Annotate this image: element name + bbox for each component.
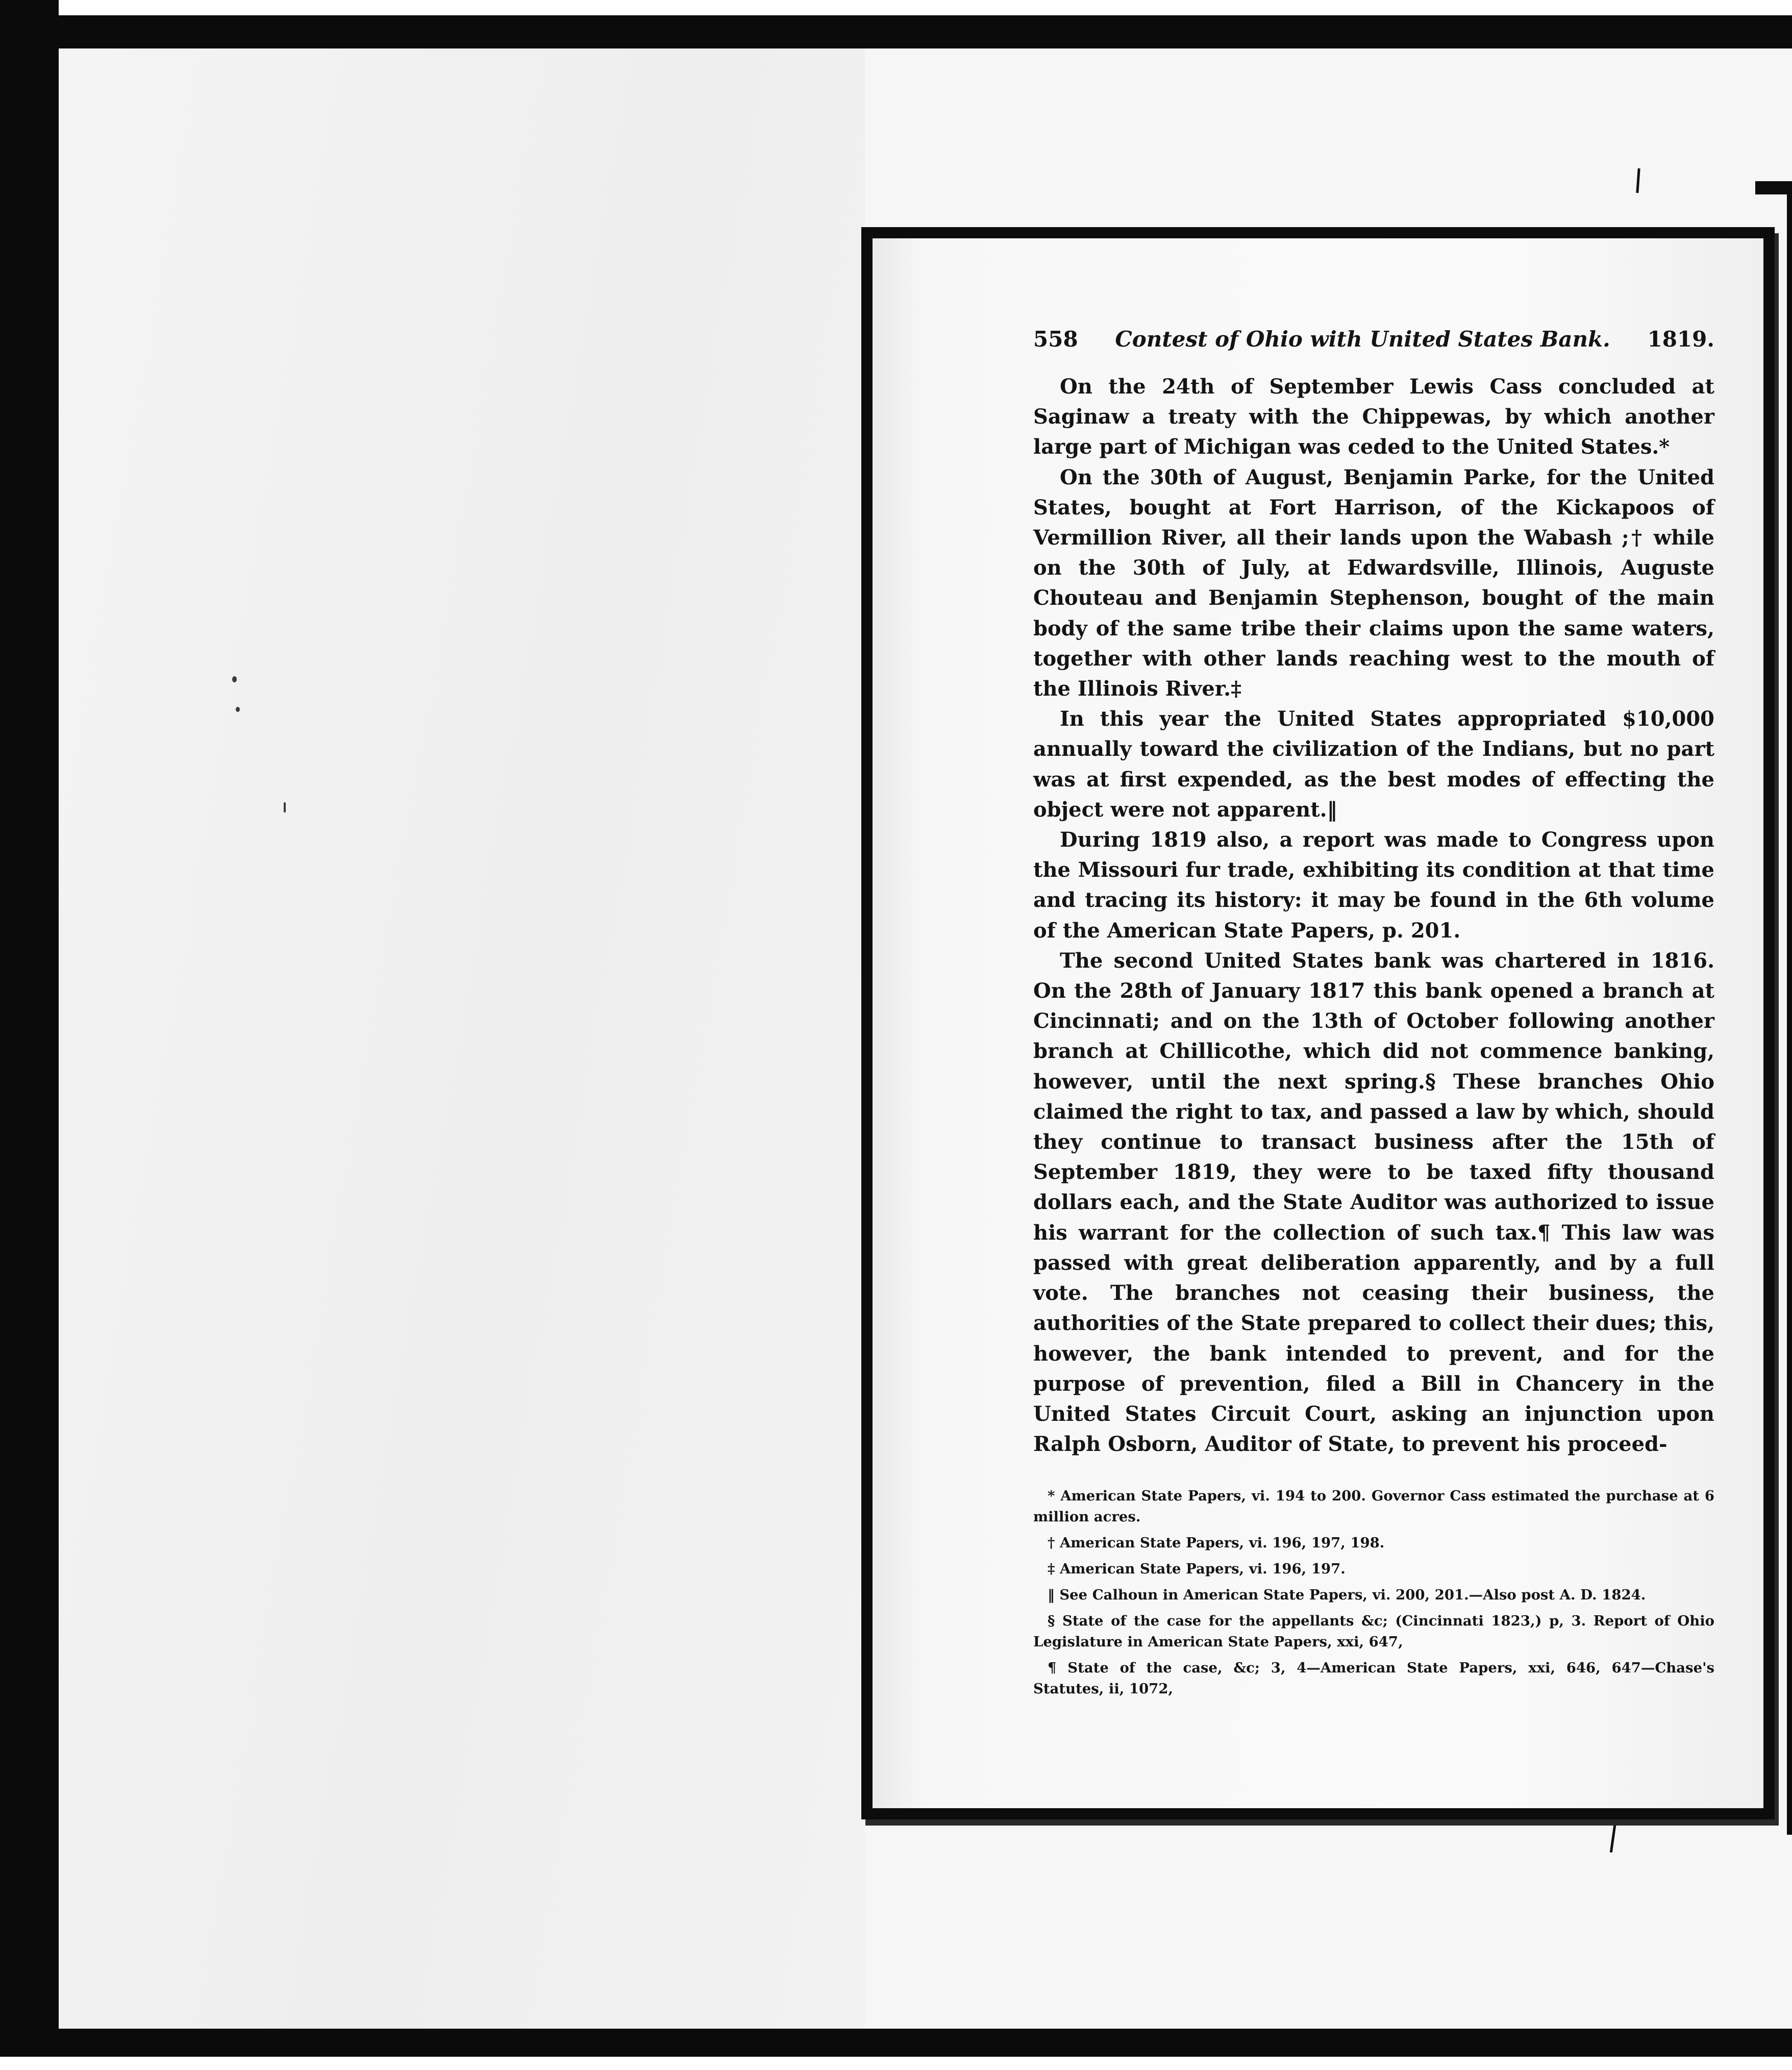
paragraph-cass-treaty: On the 24th of September Lewis Cass concluded at Saginaw a treaty with the Chippewas, by which another large part of Michigan was ceded to the United States.*	[1033, 375, 1714, 459]
blank-left-page	[59, 48, 865, 2029]
paragraph-fur-trade-report: During 1819 also, a report was made to Congress upon the Missouri fur trade, exhibiting its condition at that time and tracing its history: it may be found in the 6th volume of the American State Papers, p. 201.	[1033, 828, 1714, 943]
running-head	[1033, 327, 1714, 357]
scan-edge-bottom	[0, 2057, 1792, 2070]
running-title: Contest of Ohio with United States Bank.	[1115, 327, 1610, 352]
running-year: 1819.	[1647, 327, 1714, 352]
paragraph-civilization-fund: In this year the United States appropriated $10,000 annually toward the civilization of the Indians, but no part was at first expended, as the best modes of effecting the object were not apparent.‖	[1033, 707, 1714, 822]
scan-edge-top	[0, 0, 1792, 15]
scan-frame-left	[0, 0, 59, 2070]
footnote: ‡ American State Papers, vi. 196, 197.	[1048, 1561, 1346, 1578]
paragraph-bank-tax: The second United States bank was chartered in 1816. On the 28th of January 1817 this bank opened a branch at Cincinnati; and on the 13th of October following another branch at Chillicothe, which did not commence banking, however, until the next spring.§ These branches Ohio claimed the right to tax, and passed a law by which, should they continue to transact business after the 15th of September 1819, they were to be taxed fifty thousand dollars each, and the State Auditor was authorized to issue his warrant for the collection of such tax.¶ This law was passed with great deliberation apparently, and by a full vote. The branches not ceasing their business, the authorities of the State prepared to collect their dues; this, however, the bank intended to prevent, and for the purpose of prevention, filed a Bill in Chancery in the United States Circuit Court, asking an injunction upon Ralph Osborn, Auditor of State, to prevent his proceed-	[1033, 948, 1714, 1457]
footnote: † American State Papers, vi. 196, 197, 198.	[1048, 1535, 1385, 1551]
footnote: ¶ State of the case, &c; 3, 4—American State Papers, xxi, 646, 647—Chase's Statutes, ii, 1072,	[1033, 1660, 1714, 1697]
footnotes	[1033, 1486, 1714, 1699]
page-number: 558	[1033, 327, 1078, 352]
paragraph-kickapoo-purchase: On the 30th of August, Benjamin Parke, for the United States, bought at Fort Harrison, of the Kickapoos of Vermillion River, all their lands upon the Wabash ;† while on the 30th of July, at Edwardsville, Illinois, Auguste Chouteau and Benjamin Stephenson, bought of the main body of the same tribe their claims upon the same waters, together with other lands reaching west to the mouth of the Illinois River.‡	[1033, 465, 1714, 701]
footnote: § State of the case for the appellants &c; (Cincinnati 1823,) p, 3. Report of Ohio Legislature in American State Papers, xxi, 647,	[1033, 1613, 1714, 1650]
footnote: * American State Papers, vi. 194 to 200. Governor Cass estimated the purchase at 6 million acres.	[1033, 1488, 1714, 1525]
footnote: ‖ See Calhoun in American State Papers, vi. 200, 201.—Also post A. D. 1824.	[1048, 1587, 1646, 1604]
page-content	[1033, 327, 1714, 1705]
